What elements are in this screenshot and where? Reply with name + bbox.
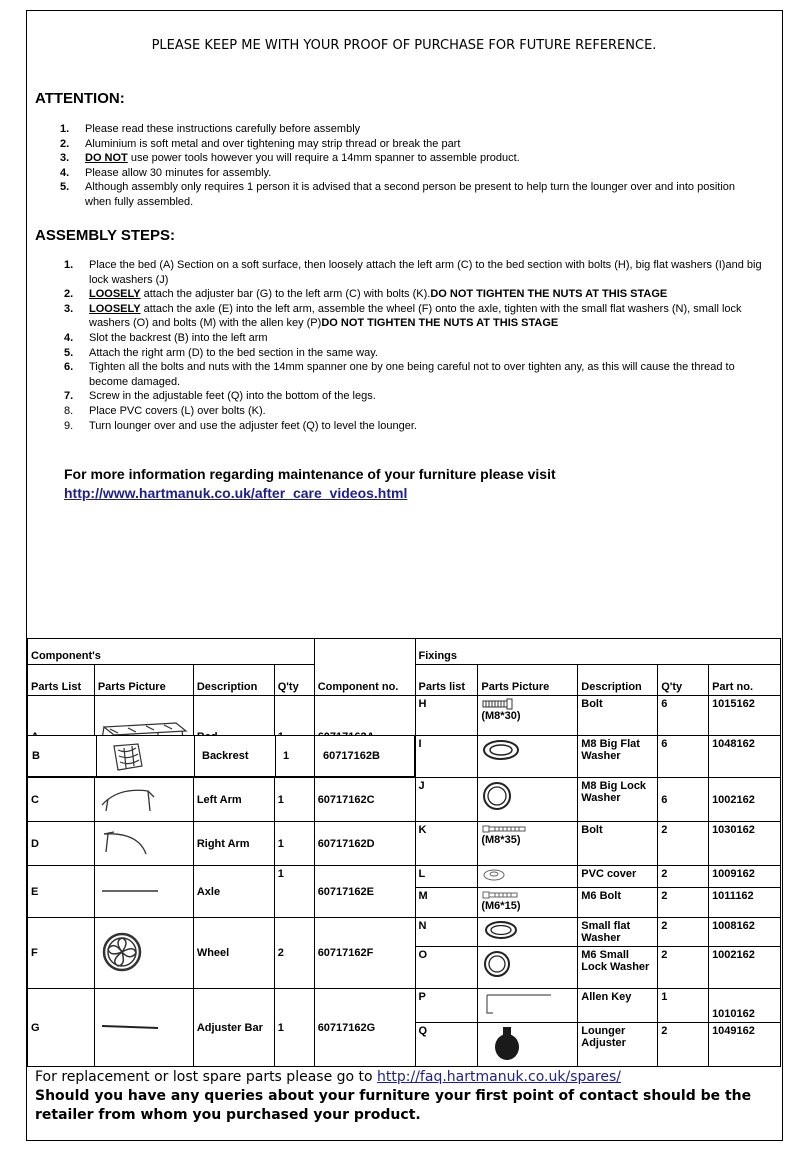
part-letter: E xyxy=(28,866,95,918)
part-qty: 2 xyxy=(658,918,709,947)
parts-picture xyxy=(478,778,578,822)
backrest-icon xyxy=(108,740,148,774)
part-number: 1002162 xyxy=(709,778,781,822)
part-letter: D xyxy=(28,822,95,866)
bolt-icon xyxy=(481,698,515,710)
maintenance-text: For more information regarding maintenance of your furniture please visit xyxy=(64,466,556,482)
col-header: Description xyxy=(578,665,658,696)
left-arm-icon xyxy=(98,783,162,813)
part-description: Left Arm xyxy=(193,778,274,822)
flat-washer-icon xyxy=(481,920,521,940)
part-number: 1009162 xyxy=(709,866,781,888)
lock-washer-icon xyxy=(481,949,515,979)
list-item: 3. LOOSELY attach the axle (E) into the left arm, assemble the wheel (F) onto the axle, tighten with the small flat washers (N), small lock washers (O) and bolts (M) with the allen key (P)DO NOT TIGHTEN THE NUTS AT THIS STAGE xyxy=(64,302,742,330)
part-number: 1010162 xyxy=(709,989,781,1023)
parts-picture xyxy=(478,736,578,778)
part-letter: Q xyxy=(415,1023,478,1067)
parts-picture xyxy=(94,918,193,989)
empty-cell xyxy=(314,639,415,665)
part-qty: 1 xyxy=(658,989,709,1023)
part-description: Adjuster Bar xyxy=(193,989,274,1067)
part-letter: M xyxy=(415,888,478,918)
col-header: Parts Picture xyxy=(478,665,578,696)
part-description: Allen Key xyxy=(578,989,658,1023)
lock-washer-icon xyxy=(481,780,515,812)
wheel-icon xyxy=(98,931,148,973)
component-number: 60717162F xyxy=(314,918,415,989)
part-description: M8 Big Flat Washer xyxy=(578,736,658,778)
part-qty: 2 xyxy=(658,1023,709,1067)
right-arm-icon xyxy=(98,826,158,858)
part-letter: H xyxy=(415,696,478,736)
list-item: 5. Attach the right arm (D) to the bed section in the same way. xyxy=(64,346,378,359)
part-qty: 6 xyxy=(658,736,709,778)
header-note: PLEASE KEEP ME WITH YOUR PROOF OF PURCHASE FOR FUTURE REFERENCE. xyxy=(151,38,657,53)
part-description: Small flat Washer xyxy=(578,918,658,947)
part-qty: 1 xyxy=(274,866,314,918)
part-letter: C xyxy=(28,778,95,822)
part-qty: 1 xyxy=(274,989,314,1067)
part-number: 1008162 xyxy=(709,918,781,947)
maintenance-note xyxy=(64,465,556,503)
table-row xyxy=(28,918,781,947)
list-item: 9. Turn lounger over and use the adjuster feet (Q) to level the lounger. xyxy=(64,419,417,432)
divider xyxy=(275,736,276,776)
part-description: M6 Small Lock Washer xyxy=(578,947,658,989)
assembly-heading: ASSEMBLY STEPS: xyxy=(35,227,176,244)
table-row xyxy=(28,822,781,866)
part-description: Backrest xyxy=(202,750,249,762)
parts-picture xyxy=(478,947,578,989)
allen-key-icon xyxy=(481,991,557,1017)
size-label: (M6*15) xyxy=(481,900,521,912)
part-description: M8 Big Lock Washer xyxy=(578,778,658,822)
parts-picture xyxy=(478,989,578,1023)
parts-picture xyxy=(478,822,578,866)
backrest-number-cell xyxy=(314,735,415,777)
list-item: 2. LOOSELY attach the adjuster bar (G) to the left arm (C) with bolts (K).DO NOT TIGHTEN THE NUTS AT THIS STAGE xyxy=(64,288,668,301)
component-number: 60717162G xyxy=(314,989,415,1067)
flat-washer-icon xyxy=(481,738,521,762)
attention-list xyxy=(60,122,760,210)
table-row xyxy=(28,696,781,736)
list-item: 7. Screw in the adjustable feet (Q) into the bottom of the legs. xyxy=(64,390,376,403)
part-letter: J xyxy=(415,778,478,822)
assembly-steps-list xyxy=(64,258,764,433)
part-letter: L xyxy=(415,866,478,888)
part-letter: K xyxy=(415,822,478,866)
parts-picture xyxy=(94,778,193,822)
part-number: 1011162 xyxy=(709,888,781,918)
list-item: 6. Tighten all the bolts and nuts with the 14mm spanner one by one being careful not to over tighten any, as this will cause the thread to become damaged. xyxy=(64,361,735,388)
component-number: 60717162D xyxy=(314,822,415,866)
lounger-adjuster-icon xyxy=(481,1025,541,1061)
part-description: Bolt xyxy=(578,696,658,736)
part-description: Axle xyxy=(193,866,274,918)
col-header: Parts Picture xyxy=(94,665,193,696)
parts-picture xyxy=(478,696,578,736)
part-description: M6 Bolt xyxy=(578,888,658,918)
col-header: Description xyxy=(193,665,274,696)
list-item: 8. Place PVC covers (L) over bolts (K). xyxy=(64,404,266,417)
list-item: 3. DO NOT use power tools however you will require a 14mm spanner to assemble product. xyxy=(60,152,520,165)
col-header: Q'ty xyxy=(274,665,314,696)
contact-note: Should you have any queries about your furniture your first point of contact should be the retailer from whom you purchased your product. xyxy=(35,1088,752,1123)
footer xyxy=(35,1068,775,1125)
part-qty: 2 xyxy=(274,918,314,989)
component-number: 60717162E xyxy=(314,866,415,918)
part-letter: F xyxy=(28,918,95,989)
list-item: 4. Slot the backrest (B) into the left arm xyxy=(64,331,268,344)
divider xyxy=(194,736,195,776)
part-qty: 1 xyxy=(274,778,314,822)
after-care-link[interactable]: http://www.hartmanuk.co.uk/after_care_videos.html xyxy=(64,485,408,501)
axle-icon xyxy=(98,887,162,895)
parts-picture xyxy=(94,989,193,1067)
parts-picture xyxy=(94,822,193,866)
part-letter: I xyxy=(415,736,478,778)
component-number: 60717162B xyxy=(323,750,380,762)
part-description: Lounger Adjuster xyxy=(578,1023,658,1067)
list-item: 4. Please allow 30 minutes for assembly. xyxy=(60,166,272,179)
table-row xyxy=(28,778,781,822)
parts-picture xyxy=(478,866,578,888)
list-item: 1. Place the bed (A) Section on a soft surface, then loosely attach the left arm (C) to the bed section with bolts (H), big flat washers (I)and big lock washers (J) xyxy=(64,259,762,286)
part-number: 1002162 xyxy=(709,947,781,989)
part-description: PVC cover xyxy=(578,866,658,888)
col-header: Part no. xyxy=(709,665,781,696)
bolt-icon xyxy=(481,890,523,900)
part-qty: 2 xyxy=(658,888,709,918)
part-description: Wheel xyxy=(193,918,274,989)
parts-picture xyxy=(94,866,193,918)
col-header: Parts list xyxy=(415,665,478,696)
bolt-icon xyxy=(481,824,529,834)
parts-picture xyxy=(478,888,578,918)
fixings-title: Fixings xyxy=(415,639,780,665)
part-qty: 6 xyxy=(658,696,709,736)
part-description: Bolt xyxy=(578,822,658,866)
pvc-cover-icon xyxy=(481,868,511,882)
part-qty: 6 xyxy=(658,778,709,822)
part-qty: 2 xyxy=(658,822,709,866)
part-number: 1015162 xyxy=(709,696,781,736)
part-letter: P xyxy=(415,989,478,1023)
component-number: 60717162C xyxy=(314,778,415,822)
list-item: 5. Although assembly only requires 1 person it is advised that a second person be present to help turn the lounger over and into position when fully assembled. xyxy=(60,181,736,208)
parts-table xyxy=(27,638,781,1067)
part-letter: B xyxy=(32,750,40,762)
part-letter: O xyxy=(415,947,478,989)
spares-link[interactable]: http://faq.hartmanuk.co.uk/spares/ xyxy=(377,1069,621,1085)
part-qty: 2 xyxy=(658,947,709,989)
backrest-row-cells xyxy=(27,735,315,777)
components-title: Component's xyxy=(28,639,315,665)
part-letter: G xyxy=(28,989,95,1067)
part-qty: 2 xyxy=(658,866,709,888)
col-header: Q'ty xyxy=(658,665,709,696)
table-row xyxy=(28,989,781,1023)
part-number: 1048162 xyxy=(709,736,781,778)
size-label: (M8*35) xyxy=(481,834,521,846)
parts-picture xyxy=(478,1023,578,1067)
part-description: Right Arm xyxy=(193,822,274,866)
part-qty: 1 xyxy=(283,750,290,762)
part-number: 1030162 xyxy=(709,822,781,866)
attention-heading: ATTENTION: xyxy=(35,90,125,107)
spares-line xyxy=(35,1068,775,1087)
part-qty: 1 xyxy=(274,822,314,866)
divider xyxy=(96,736,97,776)
part-letter: N xyxy=(415,918,478,947)
list-item: 2. Aluminium is soft metal and over tightening may strip thread or break the part xyxy=(60,137,461,150)
spares-text: For replacement or lost spare parts please go to xyxy=(35,1069,378,1085)
col-header: Component no. xyxy=(314,665,415,696)
size-label: (M8*30) xyxy=(481,710,521,722)
col-header: Parts List xyxy=(28,665,95,696)
parts-picture xyxy=(478,918,578,947)
adjuster-bar-icon xyxy=(98,1023,162,1031)
table-row xyxy=(28,866,781,888)
list-item: 1. Please read these instructions carefully before assembly xyxy=(60,123,361,135)
part-number: 1049162 xyxy=(709,1023,781,1067)
